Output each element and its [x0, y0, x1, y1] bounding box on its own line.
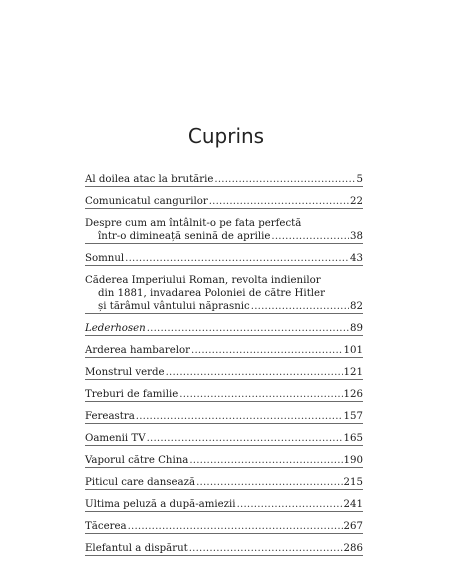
toc-page-number: 121 [343, 367, 363, 378]
dot-leader [128, 520, 343, 533]
toc-entry [85, 541, 363, 556]
toc-page-number: 165 [343, 433, 363, 444]
toc-entry [85, 251, 363, 266]
toc-entry-title-line: Tăcerea [85, 521, 127, 532]
toc-entry-title-line: Comunicatul cangurilor [85, 196, 208, 207]
toc-page-number: 190 [343, 455, 363, 466]
toc-entry-title-line: Al doilea atac la brutărie [85, 174, 214, 185]
dot-leader [271, 230, 349, 243]
toc-page-number: 241 [343, 499, 363, 510]
toc-entry [85, 409, 363, 424]
toc-page-number: 267 [343, 521, 363, 532]
toc-entry-title-line: Lederhosen [85, 323, 146, 334]
toc-entry-title-line: într-o dimineață senină de aprilie [98, 231, 271, 242]
toc-entry [85, 343, 363, 358]
toc-entry-title-line: din 1881, invadarea Poloniei de către Hitler [98, 288, 325, 299]
toc-page-number: 286 [343, 543, 363, 554]
toc-entry-title-line: Ultima peluză a după-amiezii [85, 499, 236, 510]
toc-page-number: 101 [343, 345, 363, 356]
dot-leader [136, 410, 343, 423]
toc-entry [85, 497, 363, 512]
dot-leader [214, 173, 355, 186]
toc-entry [85, 453, 363, 468]
dot-leader [147, 322, 349, 335]
page-title: Cuprins [187, 124, 265, 148]
toc-entry [85, 475, 363, 490]
toc-entry [85, 216, 363, 244]
toc-entry-title-line: Monstrul verde [85, 367, 165, 378]
dot-leader [125, 252, 349, 265]
toc-page-number: 157 [343, 411, 363, 422]
toc-entry-title-line: Elefantul a dispărut [85, 543, 188, 554]
dot-leader [251, 300, 349, 313]
dot-leader [147, 432, 343, 445]
toc-entry [85, 273, 363, 314]
toc-entry [85, 172, 363, 187]
toc-entry-title-line: Treburi de familie [85, 389, 179, 400]
toc-entry-title-line: Căderea Imperiului Roman, revolta indienilor [85, 275, 321, 286]
toc-page-number: 5 [356, 174, 363, 185]
dot-leader [166, 366, 343, 379]
dot-leader [209, 195, 349, 208]
toc-entry-title-line: și tărâmul vântului năprasnic [98, 301, 250, 312]
dot-leader [191, 344, 343, 357]
toc-page-number: 82 [350, 301, 363, 312]
toc-page-number: 38 [350, 231, 363, 242]
toc-page-number: 43 [350, 253, 363, 264]
dot-leader [196, 476, 342, 489]
toc-entry-title-line: Somnul [85, 253, 125, 264]
toc-page-number: 126 [343, 389, 363, 400]
toc-entry-title-line: Fereastra [85, 411, 135, 422]
toc-entry-title-line: Vaporul către China [85, 455, 189, 466]
toc-entry [85, 431, 363, 446]
dot-leader [189, 542, 343, 555]
toc-page-number: 22 [350, 196, 363, 207]
table-of-contents [85, 172, 363, 563]
dot-leader [179, 388, 342, 401]
dot-leader [237, 498, 343, 511]
toc-entry [85, 387, 363, 402]
toc-entry [85, 194, 363, 209]
toc-entry-title-line: Arderea hambarelor [85, 345, 191, 356]
toc-page-number: 89 [350, 323, 363, 334]
toc-entry-title-line: Despre cum am întâlnit-o pe fata perfectă [85, 218, 302, 229]
toc-entry [85, 365, 363, 380]
toc-entry [85, 519, 363, 534]
dot-leader [189, 454, 342, 467]
toc-entry-title-line: Piticul care dansează [85, 477, 196, 488]
toc-page-number: 215 [343, 477, 363, 488]
toc-entry [85, 321, 363, 336]
toc-entry-title-line: Oamenii TV [85, 433, 146, 444]
